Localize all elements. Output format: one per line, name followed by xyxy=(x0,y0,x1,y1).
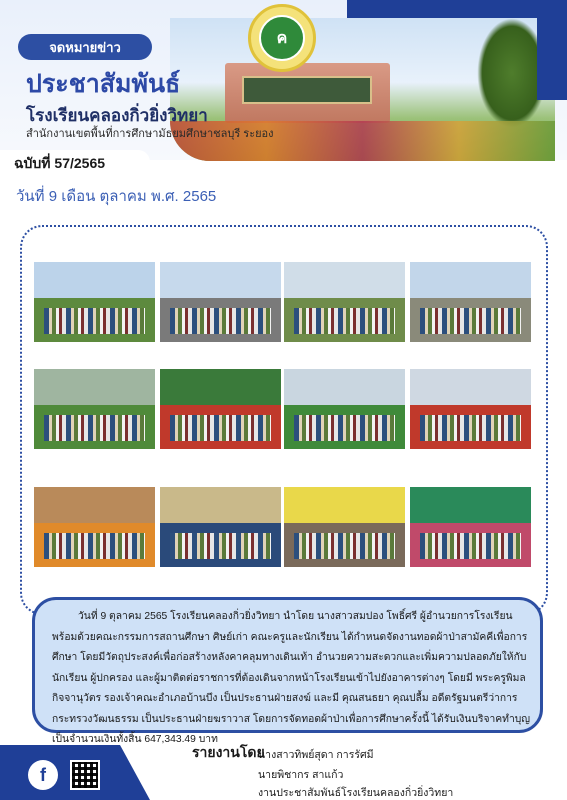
event-photo xyxy=(284,262,405,342)
emblem-center: ค xyxy=(259,15,305,61)
reporter-label: รายงานโดย xyxy=(192,744,265,760)
photo-people xyxy=(170,533,272,559)
photo-background xyxy=(284,487,405,523)
photo-background xyxy=(34,487,155,523)
event-photo xyxy=(34,369,155,449)
photo-background xyxy=(160,369,281,405)
photo-background xyxy=(160,262,281,298)
issue-number: ฉบับที่ 57/2565 xyxy=(14,155,106,171)
event-photo xyxy=(34,262,155,342)
reporter-name-2: นายพิชากร สาแก้ว xyxy=(258,769,344,781)
facebook-icon[interactable]: f xyxy=(28,760,58,790)
photo-people xyxy=(44,533,146,559)
gate-sign-board xyxy=(242,76,372,104)
event-photo xyxy=(284,369,405,449)
reporter-name-1: นางสาวทิพย์สุดา การรัศมี xyxy=(258,749,374,761)
event-photo xyxy=(410,262,531,342)
issue-date: วันที่ 9 เดือน ตุลาคม พ.ศ. 2565 xyxy=(16,188,217,205)
photo-background xyxy=(34,369,155,405)
photo-people xyxy=(170,308,272,334)
photo-background xyxy=(410,369,531,405)
photo-background xyxy=(410,262,531,298)
newsletter-badge: จดหมายข่าว xyxy=(18,34,152,60)
event-photo xyxy=(160,487,281,567)
event-photo xyxy=(34,487,155,567)
photo-background xyxy=(284,369,405,405)
school-name: โรงเรียนคลองกิ่วยิ่งวิทยา xyxy=(26,106,208,125)
event-photo xyxy=(410,369,531,449)
photo-people xyxy=(44,308,146,334)
photo-people xyxy=(170,415,272,441)
photo-people xyxy=(420,415,522,441)
school-emblem-icon xyxy=(248,4,316,72)
event-photo xyxy=(160,369,281,449)
photo-people xyxy=(420,308,522,334)
event-photo xyxy=(284,487,405,567)
page-title: ประชาสัมพันธ์ xyxy=(26,70,181,98)
header-corner-stripe xyxy=(347,0,567,18)
qr-code-icon[interactable] xyxy=(70,760,100,790)
photo-background xyxy=(410,487,531,523)
event-photo xyxy=(410,487,531,567)
photo-people xyxy=(294,308,396,334)
photo-people xyxy=(420,533,522,559)
news-body-text: วันที่ 9 ตุลาคม 2565 โรงเรียนคลองกิ่วยิ่งวิทยา นำโดย นางสาวสมปอง โพธิ์ศรี ผู้อำนวยการโรงเรียน พร้อมด้วยคณะกรรมการสถานศึกษา ศิษย์เก่า คณะครูและนักเรียน ได้กำหนดจัดงานทอดผ้าป่าสามัคคีเพื่อการศึกษา โดยมีวัตถุประสงค์เพื่อก่อสร้างหลังคาคลุมทางเดินเท้า อำนวยความสะดวกและเพิ่มความปลอดภัยให้กับนักเรียน ผู้ปกครอง และผู้มาติดต่อราชการที่ต้องเดินจากหน้าโรงเรียนเข้าไปยังอาคารต่างๆ โดยมี พระครูพิมลกิจจานุวัตร รองเจ้าคณะอำเภอบ้านบึง เป็นประธานฝ่ายสงฆ์ และมี คุณสนธยา คุณปลื้ม อดีตรัฐมนตรีว่าการกระทรวงวัฒนธรรม เป็นประธานฝ่ายฆราวาส โดยการจัดทอดผ้าป่าเพื่อการศึกษาครั้งนี้ ได้รับเงินบริจาคทำบุญ เป็นจำนวนเงินทั้งสิ้น 647,343.49 บาท xyxy=(52,611,531,745)
event-photo xyxy=(160,262,281,342)
photo-background xyxy=(34,262,155,298)
photo-people xyxy=(294,533,396,559)
photo-background xyxy=(160,487,281,523)
header-corner-edge xyxy=(537,0,567,100)
photo-gallery xyxy=(20,225,548,615)
photo-background xyxy=(284,262,405,298)
education-office: สำนักงานเขตพื้นที่การศึกษามัธยมศึกษาชลบุรี ระยอง xyxy=(26,128,274,140)
photo-people xyxy=(44,415,146,441)
reporter-department: งานประชาสัมพันธ์โรงเรียนคลองกิ่วยิ่งวิทยา xyxy=(258,787,454,799)
photo-people xyxy=(294,415,396,441)
